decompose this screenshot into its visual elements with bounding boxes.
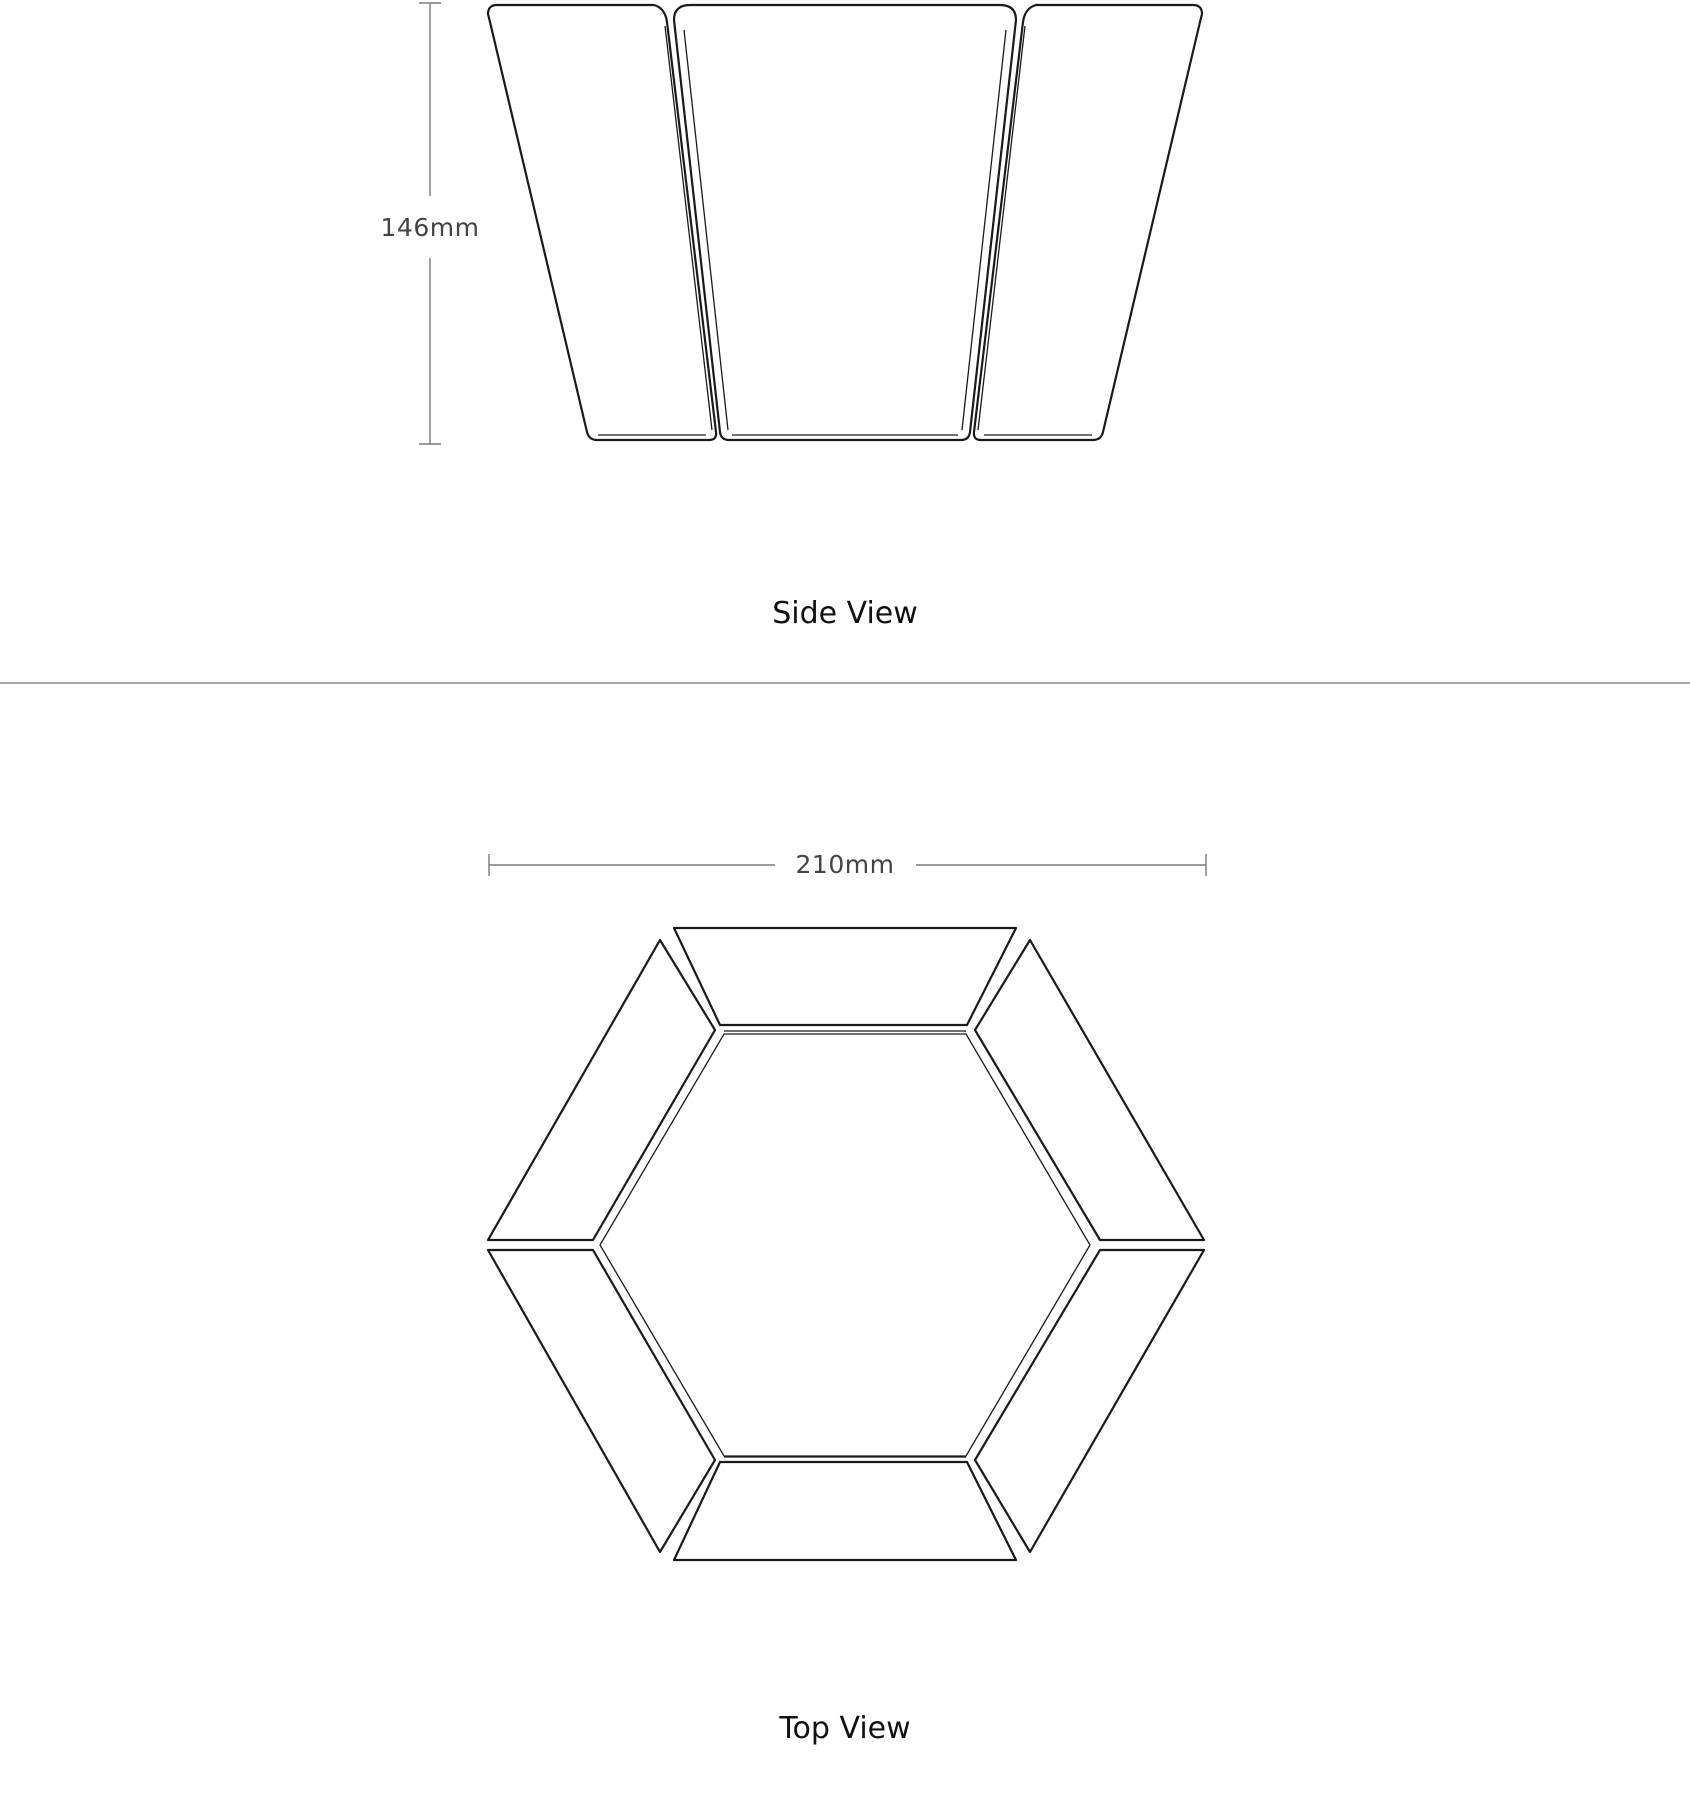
top-panel-upper-right — [975, 940, 1204, 1240]
top-panel-bottom — [674, 1457, 1016, 1560]
side-view-caption: Side View — [772, 596, 918, 631]
height-dimension-label: 146mm — [380, 213, 480, 242]
top-panel-lower-left — [488, 1250, 715, 1552]
width-dimension — [489, 850, 1206, 879]
top-panel-upper-left — [488, 940, 715, 1240]
height-dimension — [381, 3, 480, 444]
side-view — [381, 3, 1202, 631]
top-view — [488, 850, 1206, 1746]
width-dimension-label: 210mm — [795, 850, 895, 879]
top-panel-top — [674, 928, 1016, 1031]
top-panel-lower-right — [975, 1250, 1204, 1552]
side-center-panel — [674, 5, 1016, 440]
top-view-caption: Top View — [779, 1711, 911, 1746]
